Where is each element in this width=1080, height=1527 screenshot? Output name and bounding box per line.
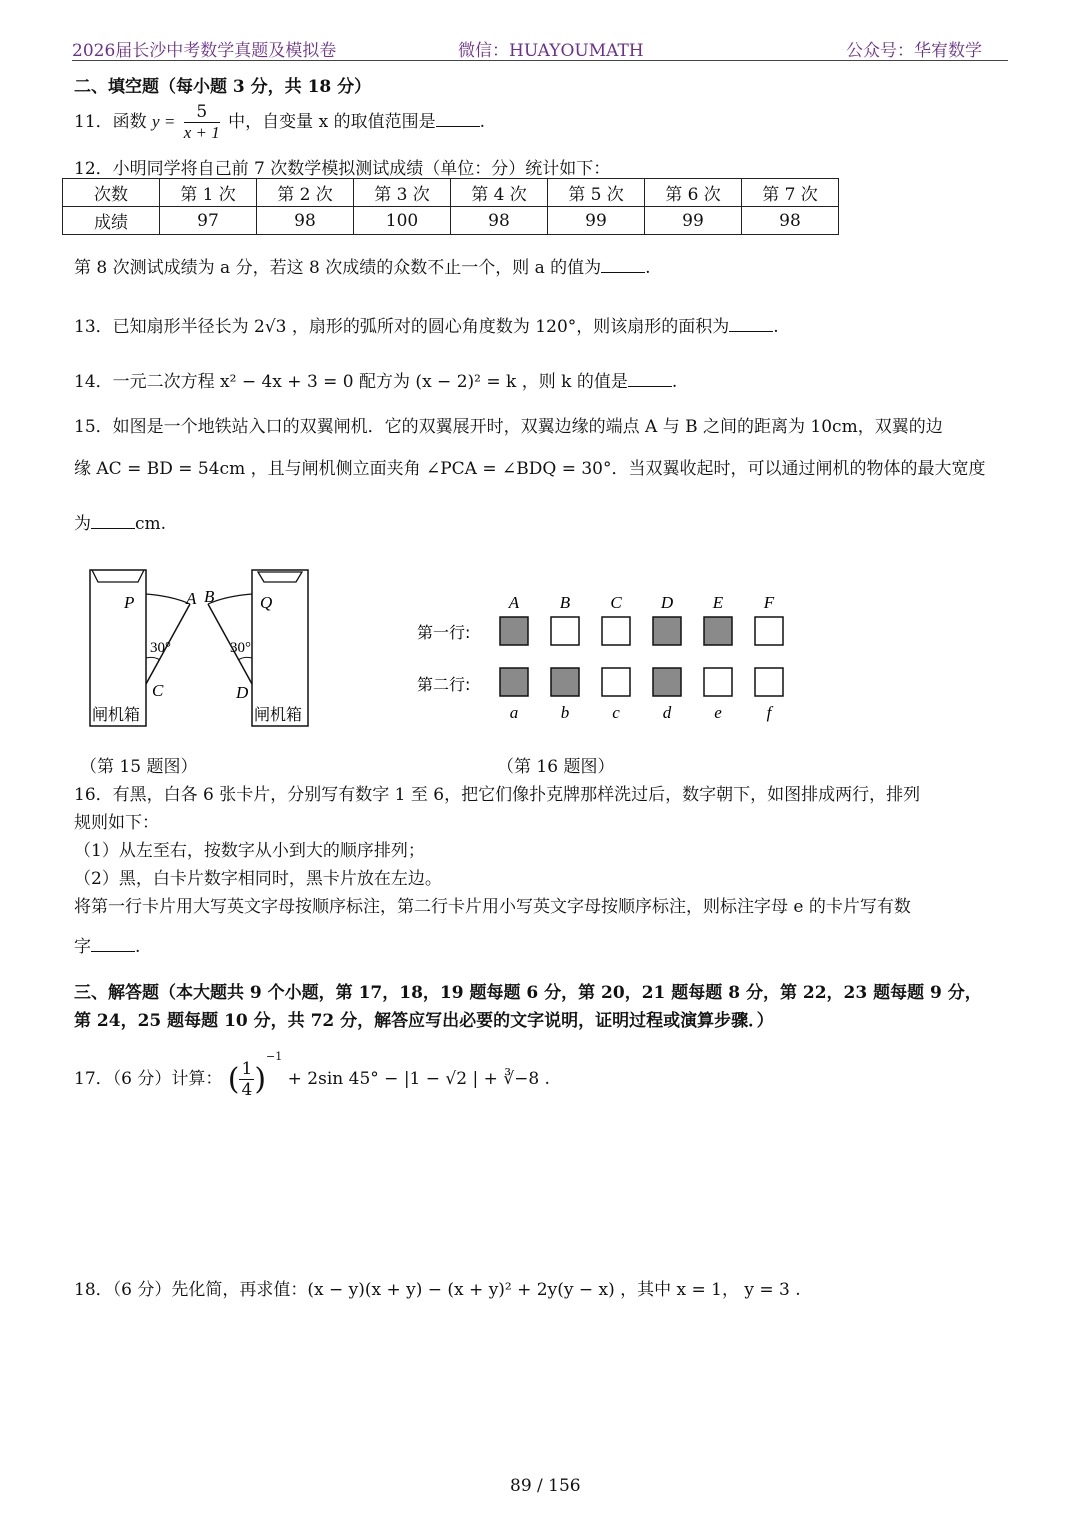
q16-line4-prefix: 字 [74,937,91,957]
question-18: 18．（6 分）先化简，再求值：(x − y)(x + y) − (x + y)² + 2y(y − x) ，其中 x = 1， y = 3 . [74,1280,801,1300]
table-cell: 次数 [63,179,160,207]
q13-end: . [773,317,779,337]
q15-line3 [74,509,166,534]
score-table-header-row [63,179,839,207]
question-17 [74,1050,550,1100]
q17-prefix: 17．（6 分）计算： [74,1069,223,1089]
q16-line2: 规则如下： [74,813,159,833]
card-row1-D-black [653,617,681,645]
q12-intro: 12．小明同学将自己前 7 次数学模拟测试成绩（单位：分）统计如下： [74,159,611,179]
q16-answer-blank [91,937,135,952]
table-cell: 第 3 次 [354,179,451,207]
label-P: P [124,593,135,612]
q16-line4 [74,932,140,957]
q11-fraction [184,102,220,143]
q11-suffix: 中，自变量 x 的取值范围是 [228,112,436,132]
card-row2-a-black [500,668,528,696]
table-cell: 第 2 次 [257,179,354,207]
question-14 [74,367,677,392]
card-row2-d-black [653,668,681,696]
q17-paren-right: ) [254,1062,267,1097]
question-11 [74,102,485,143]
header-doc-title: 2026届长沙中考数学真题及模拟卷 [72,41,337,61]
left-angle-arc [146,657,160,660]
left-gate-lid [92,570,144,582]
card-row1-C-white [602,617,630,645]
table-cell: 99 [548,207,645,235]
bottom-letter-a: a [509,703,519,722]
bottom-letter-f: f [766,703,772,722]
label-C: C [152,681,164,700]
card-row2-f-white [755,668,783,696]
bottom-letters [510,703,774,722]
question-13 [74,312,779,337]
table-cell: 成绩 [63,207,160,235]
right-angle-arc [238,657,252,660]
figure-15-gate-diagram [80,560,340,740]
table-cell: 第 7 次 [742,179,839,207]
table-cell: 第 5 次 [548,179,645,207]
q16-rule1: （1）从左至右，按数字从小到大的顺序排列； [74,841,425,861]
q15-line3-prefix: 为 [74,514,91,534]
right-gate-lid [258,572,302,582]
right-arc [208,594,252,604]
q12-answer-blank [601,258,645,273]
table-cell: 98 [742,207,839,235]
q14-answer-blank [628,372,672,387]
top-letter-E: E [712,593,724,612]
label-box-left: 闸机箱 [92,705,141,724]
card-row1-F-white [755,617,783,645]
label-A: A [186,589,197,608]
q14-end: . [671,372,678,392]
top-letter-F: F [763,593,775,612]
q17-numerator: 1 [241,1059,253,1079]
q17-paren-left: ( [227,1062,240,1097]
table-cell: 99 [645,207,742,235]
left-arc [146,594,190,604]
table-cell: 97 [160,207,257,235]
left-gate-box [90,570,146,726]
q17-fraction [239,1059,254,1100]
q11-end: . [479,112,485,132]
section-3-line1: 三、解答题（本大题共 9 个小题，第 17，18，19 题每题 6 分，第 20，21 题每题 8 分，第 22，23 题每题 9 分， [74,983,982,1003]
table-cell: 100 [354,207,451,235]
table-cell: 第 6 次 [645,179,742,207]
section-3-line2: 第 24，25 题每题 10 分，共 72 分，解答应写出必要的文字说明，证明过程或演算步骤．） [74,1011,774,1031]
q12-text: 第 8 次测试成绩为 a 分，若这 8 次成绩的众数不止一个，则 a 的值为 [74,258,602,278]
q11-prefix: 11．函数 [74,112,147,132]
row1-label: 第一行: [417,623,471,642]
top-letter-B: B [559,593,571,612]
q11-denominator: x + 1 [183,123,220,142]
q13-text: 13．已知扇形半径长为 2√3 ，扇形的弧所对的圆心角度数为 120°，则该扇形的面积为 [74,317,730,337]
header-divider [72,60,1008,61]
top-letter-C: C [610,593,622,612]
q16-line1: 16．有黑，白各 6 张卡片，分别写有数字 1 至 6，把它们像扑克牌那样洗过后，数字朝下，如图排成两行，排列 [74,785,921,805]
q15-line2: 缘 AC = BD = 54cm ，且与闸机侧立面夹角 ∠PCA = ∠BDQ = 30°．当双翼收起时，可以通过闸机的物体的最大宽度 [74,459,986,479]
q11-answer-blank [436,112,480,127]
q16-end: . [135,937,141,957]
figure-15-caption: （第 15 题图） [80,757,198,777]
bottom-letter-d: d [662,703,672,722]
q15-line3-suffix: cm. [135,514,167,534]
figure-16-caption: （第 16 题图） [497,757,615,777]
q17-exponent: −1 [266,1050,283,1063]
label-Q: Q [260,593,273,612]
q11-numerator: 5 [184,102,220,123]
label-angle-left: 30° [150,640,171,656]
q11-y: y = [152,112,176,131]
table-cell: 98 [257,207,354,235]
row2-cards [500,668,783,696]
bottom-letter-c: c [612,703,620,722]
header-wechat: 微信：HUAYOUMATH [458,41,644,61]
figure-16-cards [415,590,795,730]
q12-question [74,253,651,278]
q16-line3: 将第一行卡片用大写英文字母按顺序标注，第二行卡片用小写英文字母按顺序标注，则标注字母 e 的卡片写有数 [74,897,911,917]
table-cell: 98 [451,207,548,235]
card-row2-e-white [704,668,732,696]
q15-line1: 15．如图是一个地铁站入口的双翼闸机．它的双翼展开时，双翼边缘的端点 A 与 B 之间的距离为 10cm，双翼的边 [74,417,943,437]
card-row1-A-black [500,617,528,645]
bottom-letter-b: b [560,703,570,722]
label-B: B [204,587,215,606]
page-number: 89 / 156 [510,1476,581,1496]
card-row1-E-black [704,617,732,645]
label-angle-right: 30° [230,640,251,656]
table-cell: 第 1 次 [160,179,257,207]
q17-rest: + 2sin 45° − |1 − √2 | + ∛−8 . [287,1069,550,1089]
header-public-account: 公众号：华宥数学 [846,41,982,61]
section-2-title: 二、填空题（每小题 3 分，共 18 分） [74,77,372,97]
q12-end: . [645,258,651,278]
q15-answer-blank [91,514,135,529]
card-row1-B-white [551,617,579,645]
label-D: D [236,683,249,702]
table-cell: 第 4 次 [451,179,548,207]
q13-answer-blank [729,317,773,332]
row1-cards [500,617,783,645]
card-row2-c-white [602,668,630,696]
q17-denominator: 4 [241,1080,253,1100]
top-letter-D: D [660,593,674,612]
q16-rule2: （2）黑，白卡片数字相同时，黑卡片放在左边。 [74,869,442,889]
label-box-right: 闸机箱 [254,705,303,724]
q14-text: 14．一元二次方程 x² − 4x + 3 = 0 配方为 (x − 2)² = k ，则 k 的值是 [74,372,628,392]
top-letters [508,593,775,612]
score-table-score-row [63,207,839,235]
row2-label: 第二行: [417,675,471,694]
score-table [62,178,839,235]
bottom-letter-e: e [714,703,722,722]
card-row2-b-black [551,668,579,696]
top-letter-A: A [508,593,520,612]
